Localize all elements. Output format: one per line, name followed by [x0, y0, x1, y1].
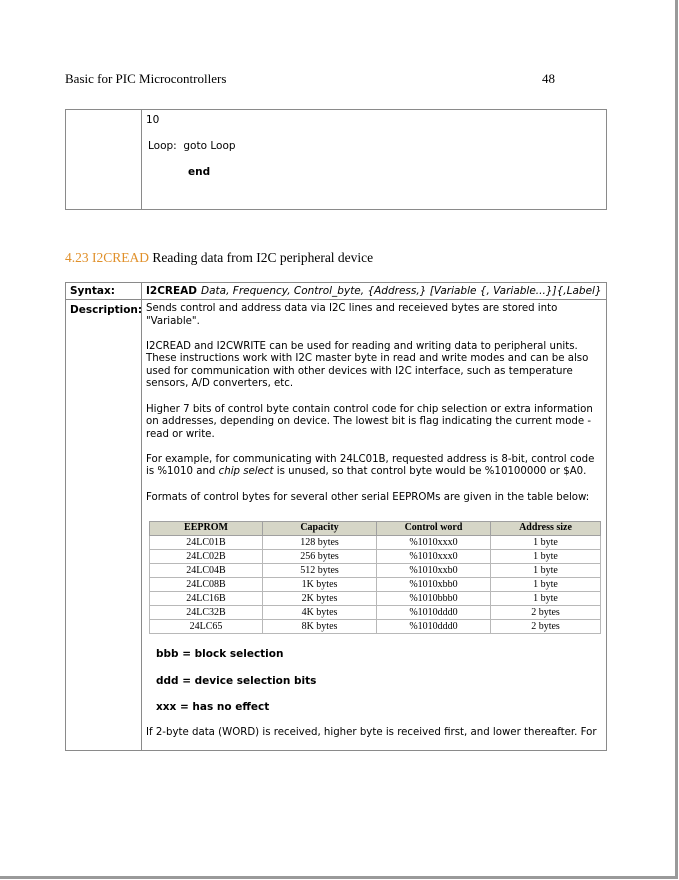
- table-cell: 24LC02B: [150, 550, 263, 564]
- col-header-capacity: Capacity: [263, 522, 377, 536]
- page-number: 48: [542, 71, 555, 86]
- definition-item: xxx = has no effect: [156, 701, 270, 714]
- table-cell: %1010ddd0: [377, 606, 491, 620]
- table-cell: 24LC01B: [150, 536, 263, 550]
- table-cell: %1010xxb0: [377, 564, 491, 578]
- table-row: [150, 550, 601, 564]
- col-header-eeprom: EEPROM: [150, 522, 263, 536]
- table-cell: %1010xbb0: [377, 578, 491, 592]
- col-header-control-word: Control word: [377, 522, 491, 536]
- instruction-table: [65, 282, 607, 751]
- table-cell: 1 byte: [491, 564, 601, 578]
- table-cell: %1010xxx0: [377, 550, 491, 564]
- table-row: [150, 564, 601, 578]
- table-cell: 2K bytes: [263, 592, 377, 606]
- table-cell: 2 bytes: [491, 620, 601, 634]
- table-cell: 1 byte: [491, 536, 601, 550]
- table-row: [150, 536, 601, 550]
- eeprom-table: [149, 521, 601, 634]
- description-paragraph: I2CREAD and I2CWRITE can be used for reading and writing data to peripheral units. These instructions work with I2C master byte in read and write modes and can be also used for communication with other devices with I2C interface, such as temperature sensors, A/D converters, etc.: [146, 340, 589, 390]
- definition-list: [156, 648, 603, 728]
- label-column: [66, 283, 142, 750]
- table-row: [150, 606, 601, 620]
- code-line: end: [188, 166, 211, 178]
- code-line: 10: [146, 114, 160, 126]
- col-header-address-size: Address size: [491, 522, 601, 536]
- code-line: Loop: goto Loop: [148, 140, 236, 152]
- eeprom-header-row: [150, 522, 601, 536]
- book-title: Basic for PIC Microcontrollers: [65, 71, 227, 86]
- section-heading: [65, 250, 373, 266]
- section-number: 4.23 I2CREAD: [65, 250, 149, 265]
- table-cell: 1 byte: [491, 550, 601, 564]
- table-cell: 1 byte: [491, 592, 601, 606]
- description-paragraph: Higher 7 bits of control byte contain control code for chip selection or extra information on addresses, depending on device. The lowest bit is flag indicating the current mode - read or write.: [146, 403, 593, 440]
- table-cell: %1010ddd0: [377, 620, 491, 634]
- syntax-label: Syntax:: [70, 285, 115, 297]
- table-cell: 1 byte: [491, 578, 601, 592]
- code-gutter: [66, 110, 142, 209]
- table-cell: 512 bytes: [263, 564, 377, 578]
- syntax-text: [146, 285, 602, 297]
- table-cell: 24LC04B: [150, 564, 263, 578]
- table-cell: 256 bytes: [263, 550, 377, 564]
- table-cell: 1K bytes: [263, 578, 377, 592]
- description-paragraph: If 2-byte data (WORD) is received, higher byte is received first, and lower thereafter. For: [146, 726, 597, 738]
- table-cell: 24LC65: [150, 620, 263, 634]
- table-row: [150, 578, 601, 592]
- text-run: For example, for communicating with 24LC01B, requested address is 8-bit, control code is %1010 and: [146, 453, 595, 478]
- description-paragraph: Sends control and address data via I2C lines and receieved bytes are stored into "Variable".: [146, 303, 558, 327]
- definition-item: ddd = device selection bits: [156, 674, 317, 687]
- row-divider: [66, 299, 606, 300]
- code-listing: [146, 114, 236, 179]
- table-cell: %1010xxx0: [377, 536, 491, 550]
- emphasis-text: chip select: [218, 466, 274, 478]
- text-run: is unused, so that control byte would be %10100000 or $A0.: [273, 466, 587, 478]
- table-cell: 8K bytes: [263, 620, 377, 634]
- definition-item: bbb = block selection: [156, 648, 284, 661]
- table-row: [150, 620, 601, 634]
- description-label: Description:: [70, 304, 143, 316]
- table-cell: 24LC16B: [150, 592, 263, 606]
- table-cell: 24LC32B: [150, 606, 263, 620]
- description-body: [146, 303, 603, 739]
- table-row: [150, 592, 601, 606]
- section-title-text: Reading data from I2C peripheral device: [152, 250, 374, 265]
- table-cell: 24LC08B: [150, 578, 263, 592]
- table-cell: %1010bbb0: [377, 592, 491, 606]
- table-cell: 2 bytes: [491, 606, 601, 620]
- syntax-keyword: I2CREAD: [146, 285, 198, 297]
- syntax-arguments: Data, Frequency, Control_byte, {Address,} [Variable {, Variable...}]{,Label}: [201, 285, 602, 297]
- description-paragraph: [146, 454, 603, 479]
- table-cell: 4K bytes: [263, 606, 377, 620]
- table-cell: 128 bytes: [263, 536, 377, 550]
- code-continuation-box: [65, 109, 607, 210]
- description-paragraph: Formats of control bytes for several other serial EEPROMs are given in the table below:: [146, 491, 590, 503]
